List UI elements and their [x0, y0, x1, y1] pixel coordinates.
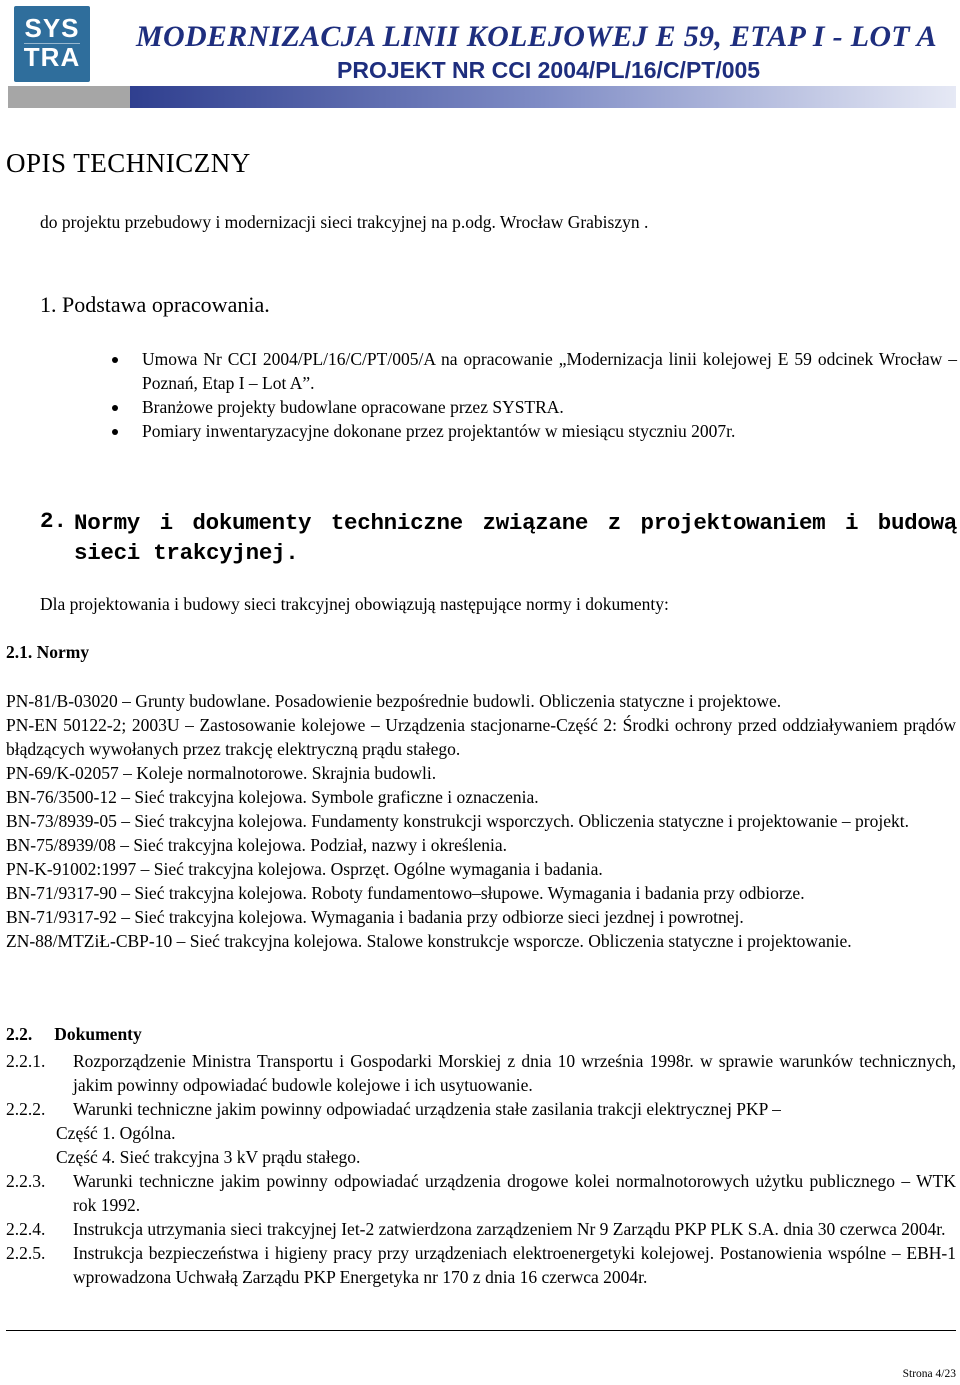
documents-heading: [6, 1024, 142, 1045]
bullet-item: [112, 347, 957, 395]
document-subitem: Część 1. Ogólna.: [56, 1123, 176, 1143]
documents-title: Dokumenty: [54, 1024, 142, 1044]
documents-list: [6, 1049, 956, 1289]
document-title: OPIS TECHNICZNY: [6, 148, 251, 178]
norm-item: BN-75/8939/08 – Sieć trakcyjna kolejowa. Podział, nazwy i określenia.: [6, 835, 508, 855]
document-subitem: Część 4. Sieć trakcyjna 3 kV prądu stałego.: [56, 1147, 361, 1167]
section2-heading: Normy i dokumenty techniczne związane z projektowaniem i budową sieci trakcyjnej.: [74, 510, 957, 566]
header-project-number: PROJEKT NR CCI 2004/PL/16/C/PT/005: [337, 57, 761, 83]
bullet-text: Umowa Nr CCI 2004/PL/16/C/PT/005/A na opracowanie „Modernizacja linii kolejowej E 59 odcinek Wrocław – Poznań, Etap I – Lot A”.: [142, 349, 957, 393]
bullet-dot-icon: [112, 357, 118, 363]
norm-item: PN-69/K-02057 – Koleje normalnotorowe. Skrajnia budowli.: [6, 763, 437, 783]
norm-item: BN-71/9317-90 – Sieć trakcyjna kolejowa. Roboty fundamentowo–słupowe. Wymagania i badania przy odbiorze.: [6, 883, 805, 903]
section2-number: 2.: [40, 508, 68, 534]
section1-bullet-list: [112, 347, 957, 443]
bullet-item: [112, 395, 957, 419]
bullet-text: Pomiary inwentaryzacyjne dokonane przez projektantów w miesiącu styczniu 2007r.: [142, 421, 736, 441]
document-text: Rozporządzenie Ministra Transportu i Gospodarki Morskiej z dnia 10 września 1998r. w sprawie warunków technicznych, jakim powinny odpowiadać budowle kolejowe i ich usytuowanie.: [73, 1051, 956, 1095]
document-item: [6, 1241, 956, 1289]
header-rule-blue: [130, 86, 956, 108]
document-item: [6, 1169, 956, 1217]
footer-rule: [6, 1330, 956, 1331]
document-text: Instrukcja bezpieczeństwa i higieny pracy przy urządzeniach elektroenergetyki kolejowej. Postanowienia wspólne – EBH-1 wprowadzona Uchwałą Zarządu PKP Energetyka nr 170 z dnia 16 czerwca 2004r.: [73, 1243, 956, 1287]
bullet-dot-icon: [112, 429, 118, 435]
norm-item: PN-K-91002:1997 – Sieć trakcyjna kolejowa. Osprzęt. Ogólne wymagania i badania.: [6, 859, 603, 879]
section1-heading: 1. Podstawa opracowania.: [40, 292, 270, 317]
document-item: [6, 1217, 956, 1241]
section2-intro: Dla projektowania i budowy sieci trakcyjnej obowiązują następujące normy i dokumenty:: [40, 594, 669, 614]
logo-line1: SYS: [24, 13, 80, 43]
document-text: Warunki techniczne jakim powinny odpowiadać urządzenia stałe zasilania trakcji elektrycznej PKP –: [73, 1099, 781, 1119]
page-number: Strona 4/23: [902, 1368, 956, 1380]
bullet-text: Branżowe projekty budowlane opracowane przez SYSTRA.: [142, 397, 564, 417]
header-rule-gray: [8, 86, 130, 108]
document-item: [6, 1097, 956, 1169]
header-title: MODERNIZACJA LINII KOLEJOWEJ E 59, ETAP I - LOT A: [136, 20, 937, 53]
bullet-item: [112, 419, 957, 443]
document-number: 2.2.1.: [6, 1051, 46, 1071]
document-number: 2.2.4.: [6, 1219, 46, 1239]
norm-item: PN-81/B-03020 – Grunty budowlane. Posadowienie bezpośrednie budowli. Obliczenia statyczne i projektowe.: [6, 691, 782, 711]
systra-logo: [14, 6, 90, 82]
documents-number: 2.2.: [6, 1024, 33, 1044]
norm-item: ZN-88/MTZiŁ-CBP-10 – Sieć trakcyjna kolejowa. Stalowe konstrukcje wsporcze. Obliczenia statyczne i projektowanie.: [6, 931, 852, 951]
document-subtitle: do projektu przebudowy i modernizacji sieci trakcyjnej na p.odg. Wrocław Grabiszyn .: [40, 212, 649, 232]
document-number: 2.2.3.: [6, 1171, 46, 1191]
bullet-dot-icon: [112, 405, 118, 411]
norms-heading: 2.1. Normy: [6, 642, 90, 662]
document-number: 2.2.2.: [6, 1099, 46, 1119]
norm-item: PN-EN 50122-2; 2003U – Zastosowanie kolejowe – Urządzenia stacjonarne-Część 2: Środki ochrony przed oddziaływaniem prądów błądzących wywołanych przez trakcję elektryczną prądu stałego.: [6, 715, 956, 759]
norms-list: [6, 689, 956, 953]
document-item: [6, 1049, 956, 1097]
logo-line2: TRA: [23, 42, 81, 72]
norm-item: BN-71/9317-92 – Sieć trakcyjna kolejowa. Wymagania i badania przy odbiorze sieci jezdnej i powrotnej.: [6, 907, 744, 927]
document-number: 2.2.5.: [6, 1243, 46, 1263]
document-text: Warunki techniczne jakim powinny odpowiadać urządzenia drogowe kolei normalnotorowych użytku publicznego – WTK rok 1992.: [73, 1171, 956, 1215]
norm-item: BN-73/8939-05 – Sieć trakcyjna kolejowa. Fundamenty konstrukcji wsporczych. Obliczenia statyczne i projektowanie – projekt.: [6, 811, 909, 831]
document-text: Instrukcja utrzymania sieci trakcyjnej Iet-2 zatwierdzona zarządzeniem Nr 9 Zarządu PKP PLK S.A. dnia 30 czerwca 2004r.: [73, 1219, 946, 1239]
norm-item: BN-76/3500-12 – Sieć trakcyjna kolejowa. Symbole graficzne i oznaczenia.: [6, 787, 539, 807]
